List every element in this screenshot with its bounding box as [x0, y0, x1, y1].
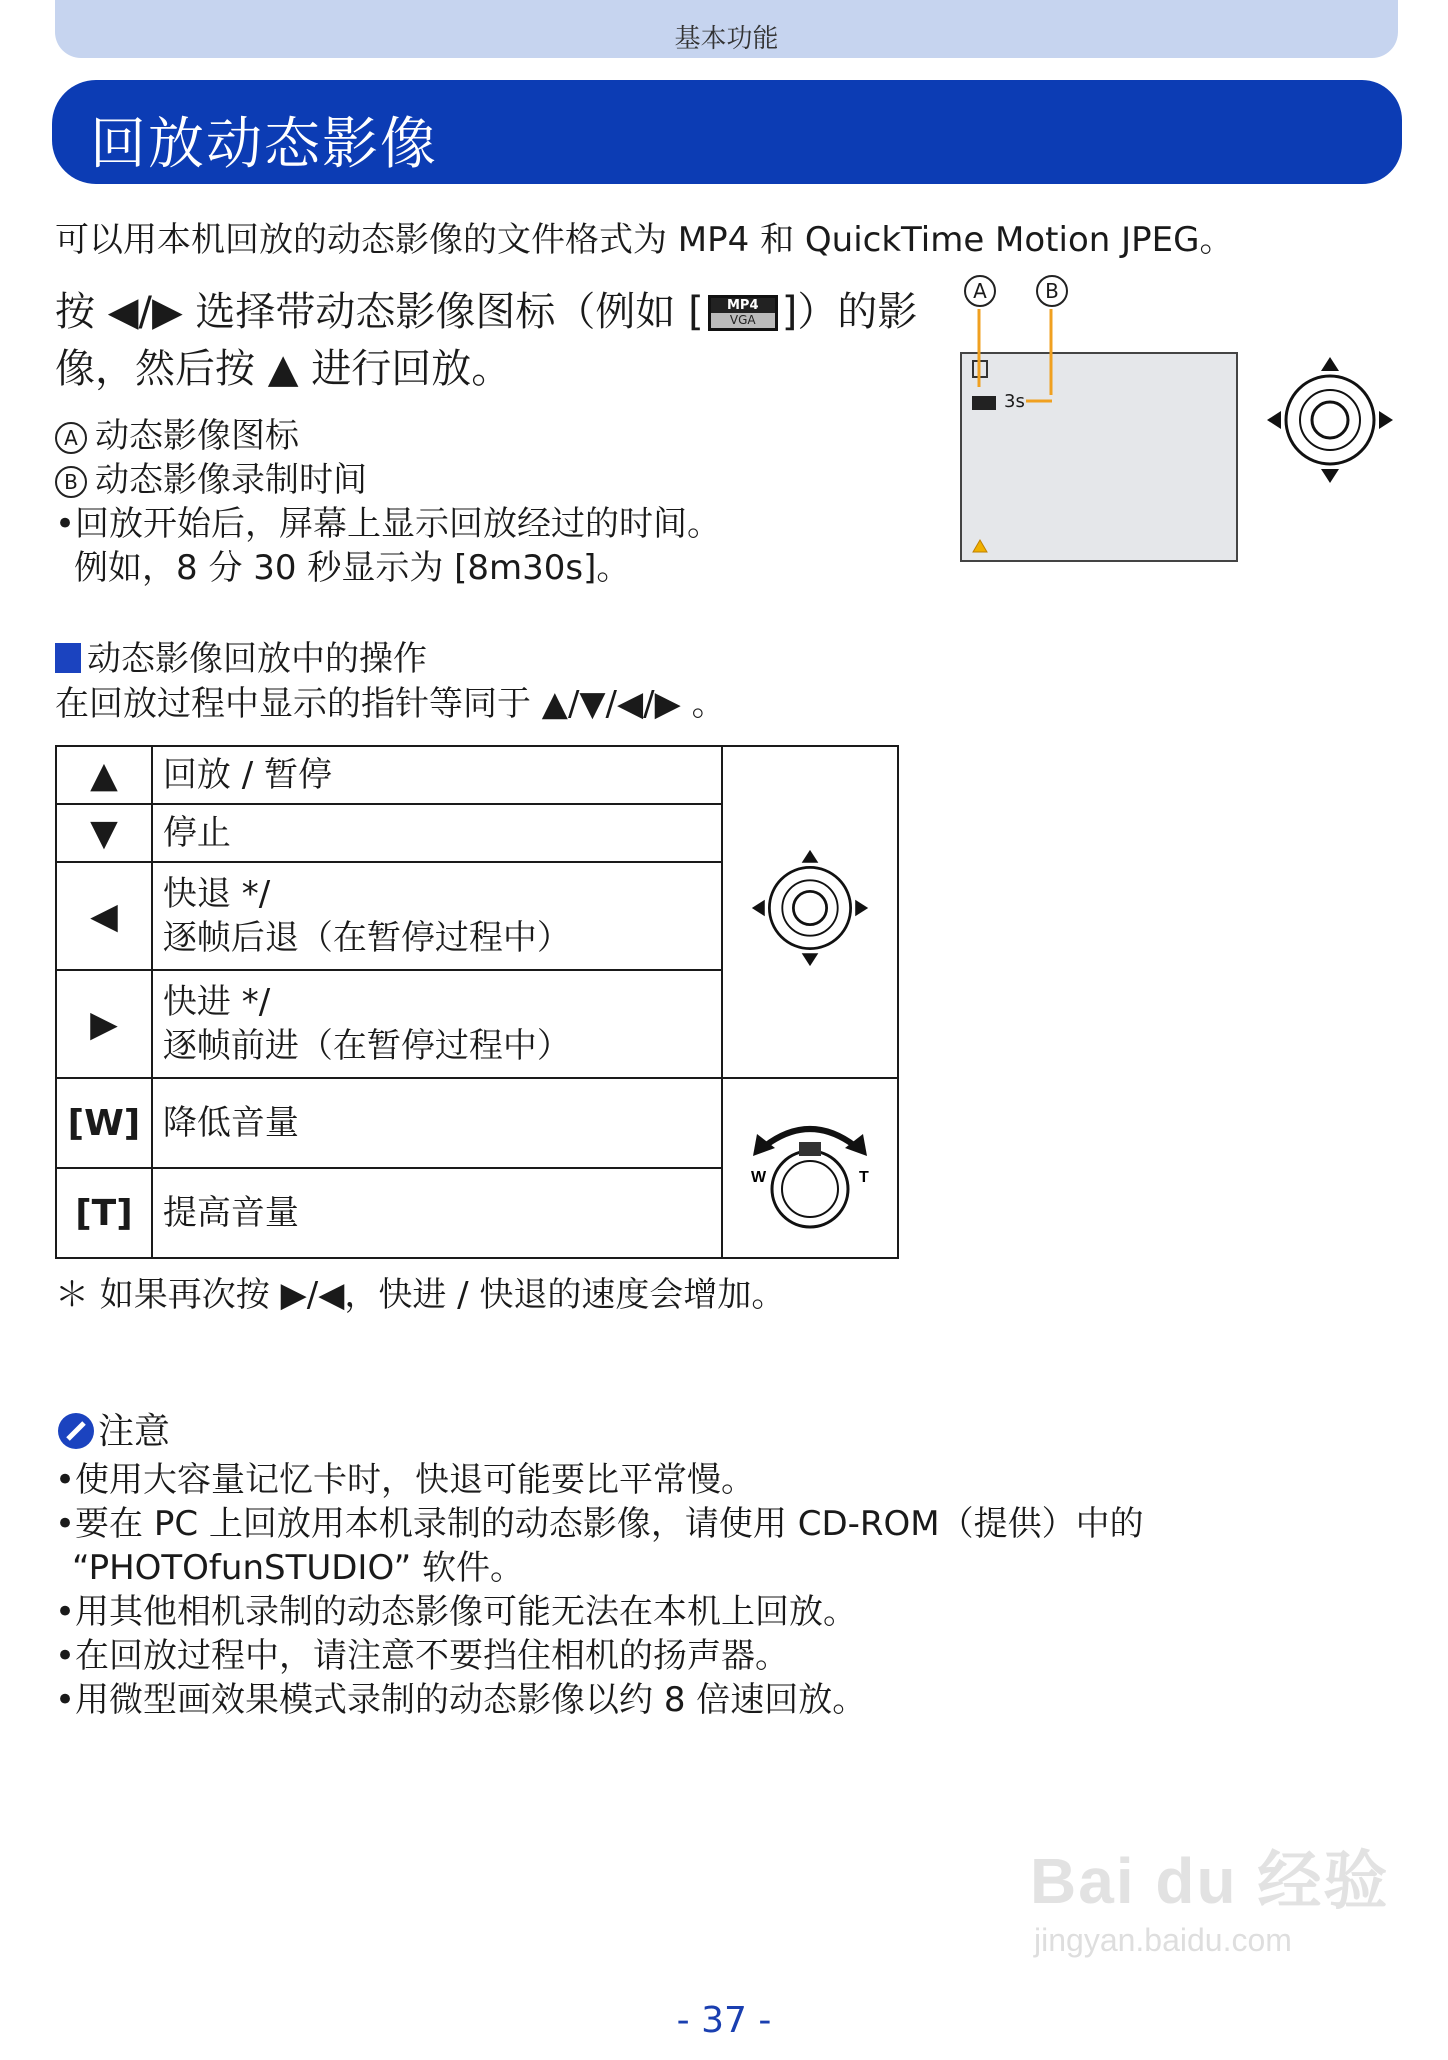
- dpad-cell: [722, 746, 898, 1078]
- instruction-line-2: 像，然后按 ▲ 进行回放。: [55, 346, 512, 392]
- key-t: [T]: [56, 1168, 152, 1258]
- zoom-lever-icon: [735, 1094, 885, 1234]
- operations-table: [55, 745, 899, 1259]
- zoom-lever-cell: [722, 1078, 898, 1258]
- key-down: ▼: [56, 804, 152, 862]
- zoom-t-label: T: [858, 1168, 869, 1186]
- intro-text: 可以用本机回放的动态影像的文件格式为 MP4 和 QuickTime Motion JPEG。: [55, 220, 1234, 260]
- desc-rewind: [152, 862, 722, 970]
- bullet-playback-1: •回放开始后，屏幕上显示回放经过的时间。: [55, 504, 722, 544]
- note-item: •要在 PC 上回放用本机录制的动态影像，请使用 CD-ROM（提供）中的: [55, 1504, 1144, 1544]
- key-w: [W]: [56, 1078, 152, 1168]
- callout-a-marker: A: [55, 422, 87, 454]
- instruction-pre: 按 ◀/▶ 选择带动态影像图标（例如 [: [55, 289, 704, 335]
- note-item: •使用大容量记忆卡时，快退可能要比平常慢。: [55, 1460, 756, 1500]
- legend-b-text: 动态影像录制时间: [95, 460, 367, 500]
- mp4-vga-icon: [708, 295, 778, 331]
- camera-screen-illustration: [960, 275, 1260, 565]
- section-tab: 基本功能: [55, 0, 1398, 58]
- callout-b-marker: B: [55, 466, 87, 498]
- page-number: - 37 -: [676, 2000, 772, 2041]
- pencil-icon: [58, 1413, 94, 1449]
- footnote: ＊ 如果再次按 ▶/◀，快进 / 快退的速度会增加。: [55, 1275, 786, 1315]
- note-item: •用微型画效果模式录制的动态影像以约 8 倍速回放。: [55, 1680, 867, 1720]
- desc-play-pause: 回放 / 暂停: [152, 746, 722, 804]
- desc-rewind-line2: 逐帧后退（在暂停过程中）: [162, 918, 571, 958]
- note-item: •用其他相机录制的动态影像可能无法在本机上回放。: [55, 1592, 858, 1632]
- dpad-table-icon: [750, 848, 870, 968]
- instruction-post: ]）的影: [781, 289, 918, 335]
- callout-b-hook: [960, 395, 1080, 405]
- instruction-line-1: [55, 284, 917, 341]
- note-item: •在回放过程中，请注意不要挡住相机的扬声器。: [55, 1636, 790, 1676]
- legend-b: [55, 458, 367, 502]
- table-row: [56, 746, 898, 804]
- key-right: ▶: [56, 970, 152, 1078]
- mp4-badge-top: MP4: [726, 298, 759, 313]
- desc-volume-down: 降低音量: [152, 1078, 722, 1168]
- legend-a: [55, 414, 299, 458]
- note-item: “PHOTOfunSTUDIO” 软件。: [72, 1548, 525, 1588]
- notes-heading-text: 注意: [98, 1411, 171, 1452]
- rec-time-text: 3s: [1004, 391, 1025, 412]
- screen-callout-b: B: [1036, 275, 1068, 307]
- operations-heading: [55, 637, 427, 681]
- watermark-brand: Bai du 经验: [1030, 1845, 1390, 1917]
- zoom-w-label: W: [750, 1168, 766, 1186]
- warning-icon: [972, 539, 988, 553]
- desc-volume-up: 提高音量: [152, 1168, 722, 1258]
- vga-badge-bottom: VGA: [711, 313, 775, 328]
- screen-callout-a: A: [964, 275, 996, 307]
- notes-heading: [58, 1410, 170, 1454]
- dpad-icon: [1265, 355, 1395, 485]
- key-left: ◀: [56, 862, 152, 970]
- key-up: ▲: [56, 746, 152, 804]
- watermark-url: jingyan.baidu.com: [1034, 1922, 1292, 1958]
- desc-stop: 停止: [152, 804, 722, 862]
- desc-rewind-line1: 快退 */: [162, 874, 271, 914]
- desc-forward: [152, 970, 722, 1078]
- heading-square-icon: [55, 643, 81, 673]
- legend-a-text: 动态影像图标: [95, 416, 299, 456]
- baidu-watermark: [1030, 1830, 1389, 1959]
- operations-subtitle: 在回放过程中显示的指针等同于 ▲/▼/◀/▶ 。: [55, 684, 726, 724]
- callout-lines: [960, 275, 1260, 395]
- operations-heading-text: 动态影像回放中的操作: [87, 639, 427, 679]
- table-row: [56, 1078, 898, 1168]
- page-title: 回放动态影像: [90, 112, 438, 177]
- desc-forward-line1: 快进 */: [162, 982, 271, 1022]
- desc-forward-line2: 逐帧前进（在暂停过程中）: [162, 1026, 571, 1066]
- bullet-playback-2: 例如，8 分 30 秒显示为 [8m30s]。: [74, 548, 631, 588]
